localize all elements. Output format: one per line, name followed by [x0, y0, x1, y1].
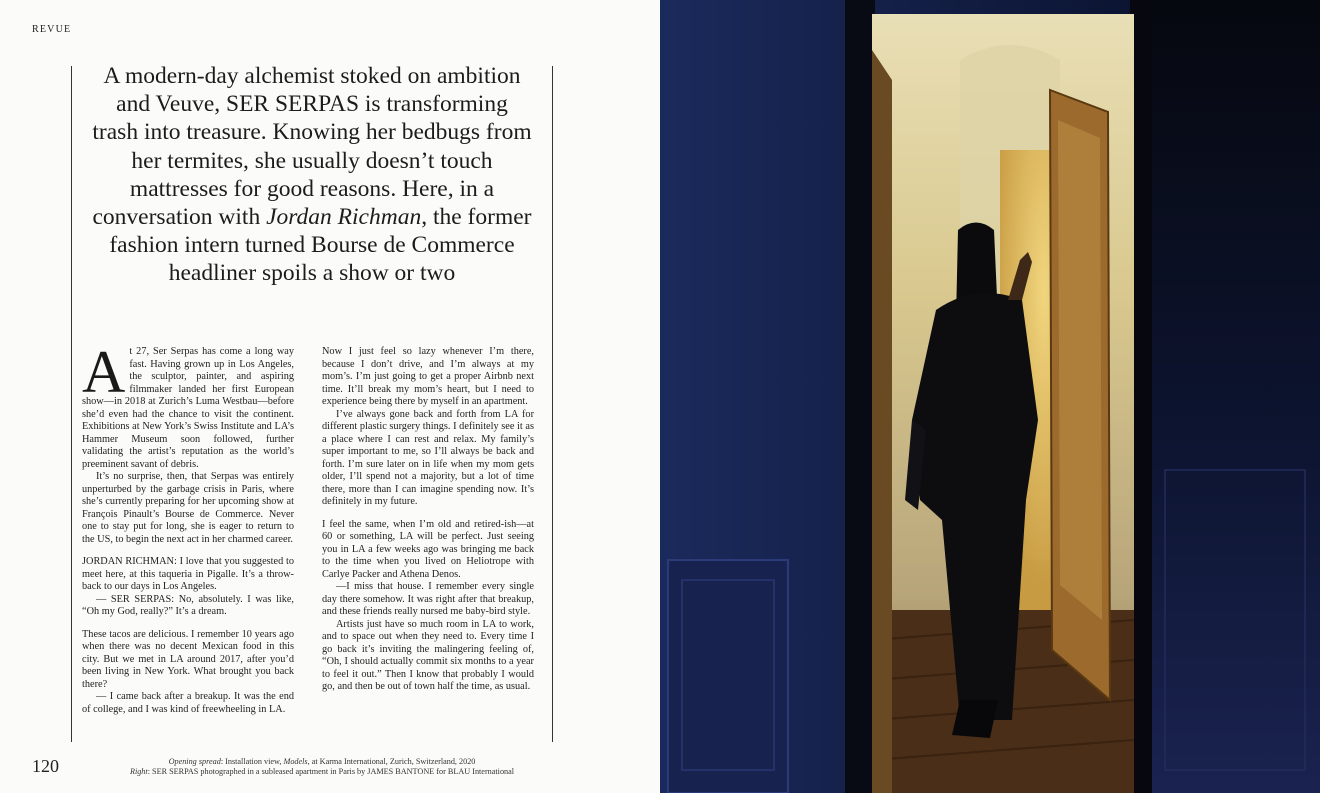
caption-text: : Installation view, — [220, 757, 284, 766]
deck-text-part2: , the former fashion intern turned Bourse de Commerce headliner spoils a show or two — [109, 204, 532, 287]
photo-illustration — [660, 0, 1320, 793]
caption-label: Opening spread — [168, 757, 221, 766]
question: These tacos are delicious. I remember 10 years ago when there was no decent Mexican food in this city. But we met in LA around 2017, after you’d been living in New York. What brought you back there? — [82, 628, 294, 690]
drop-cap: A — [82, 339, 126, 405]
paragraph — [82, 339, 294, 471]
photo-caption — [112, 757, 532, 777]
caption-line-2 — [112, 767, 532, 777]
caption-title: Models — [283, 757, 308, 766]
deck-author: Jordan Richman — [266, 204, 422, 231]
deck-text-part1: A modern-day alchemist stoked on ambition and Veuve, SER SERPAS is transforming trash into treasure. Knowing her bedbugs from her termites, she usually doesn’t touch mattresses for good reasons. Here, in a conversation with — [92, 63, 532, 231]
body-column-1 — [82, 339, 294, 716]
caption-text: : SER SERPAS photographed in a subleased apartment in Paris by JAMES BANTONE for BLAU International — [147, 767, 515, 776]
caption-text: , at Karma International, Zurich, Switzerland, 2020 — [307, 757, 476, 766]
paragraph-text: t 27, Ser Serpas has come a long way fast. Having grown up in Los Angeles, the sculptor, painter, and aspiring filmmaker landed her first European show—in 2018 at Zurich’s Luma Westbau—before she’d even had the chance to visit the continent. Exhibitions at New York’s Swiss Institute and LA’s Hammer Museum soon followed, further validating the artist’s reputation as the world’s preeminent savant of debris. — [82, 346, 294, 470]
paragraph: I’ve always gone back and forth from LA for different plastic surgery things. I definitely see it as a place where I can rest and relax. My family’s super important to me, so I’ll always be back and forth. I’m sure later on in life when my mom gets older, I’ll spend not a majority, but a lot of time there, more than I can imagine spending now. It’s definitely in my future. — [322, 408, 534, 507]
answer: —I miss that house. I remember every single day there somehow. It was right after that breakup, and these friends really nursed me baby-bird style. — [322, 581, 534, 617]
body-column-2 — [322, 346, 534, 694]
section-label: REVUE — [32, 24, 72, 35]
paragraph: Artists just have so much room in LA to work, and to space out when they need to. Every time I go back it’s inviting the malingering feeling of, “Oh, I should actually commit six months to a year to feel it out.” Then I know that probably I would go, and then be out of town half the time, as usual. — [322, 618, 534, 692]
answer: — SER SERPAS: No, absolutely. I was like, “Oh my God, really?” It’s a dream. — [82, 593, 294, 617]
portrait-photo — [660, 0, 1320, 793]
left-vertical-rule — [71, 66, 72, 742]
question: JORDAN RICHMAN: I love that you suggested to meet here, at this taqueria in Pigalle. It’s a throw-back to our days in Los Angeles. — [82, 556, 294, 592]
answer: — I came back after a breakup. It was the end of college, and I was kind of freewheeling in LA. — [82, 691, 294, 715]
caption-label: Right — [129, 767, 148, 776]
question: I feel the same, when I’m old and retired-ish—at 60 or something, LA will be perfect. Just seeing you in LA a few weeks ago was bringing me back to the time when you lived on Heliotrope with Carlye Packer and Athena Denos. — [322, 518, 534, 580]
page-number: 120 — [32, 756, 59, 776]
paragraph: It’s no surprise, then, that Serpas was entirely unperturbed by the garbage crisis in Paris, where she’s currently preparing for her upcoming show at François Pinault’s Bourse de Commerce. Never one to stay put for long, she is eager to return to the US, to begin the next act in her charmed career. — [82, 471, 294, 545]
right-vertical-rule — [552, 66, 553, 742]
article-deck — [92, 62, 532, 288]
paragraph: Now I just feel so lazy whenever I’m there, because I don’t drive, and I’m always at my mom’s. I’m just going to get a proper Airbnb next time. It’ll break my mom’s heart, but I need to experience being there by myself in an apartment. — [322, 346, 534, 407]
caption-line-1 — [112, 757, 532, 767]
